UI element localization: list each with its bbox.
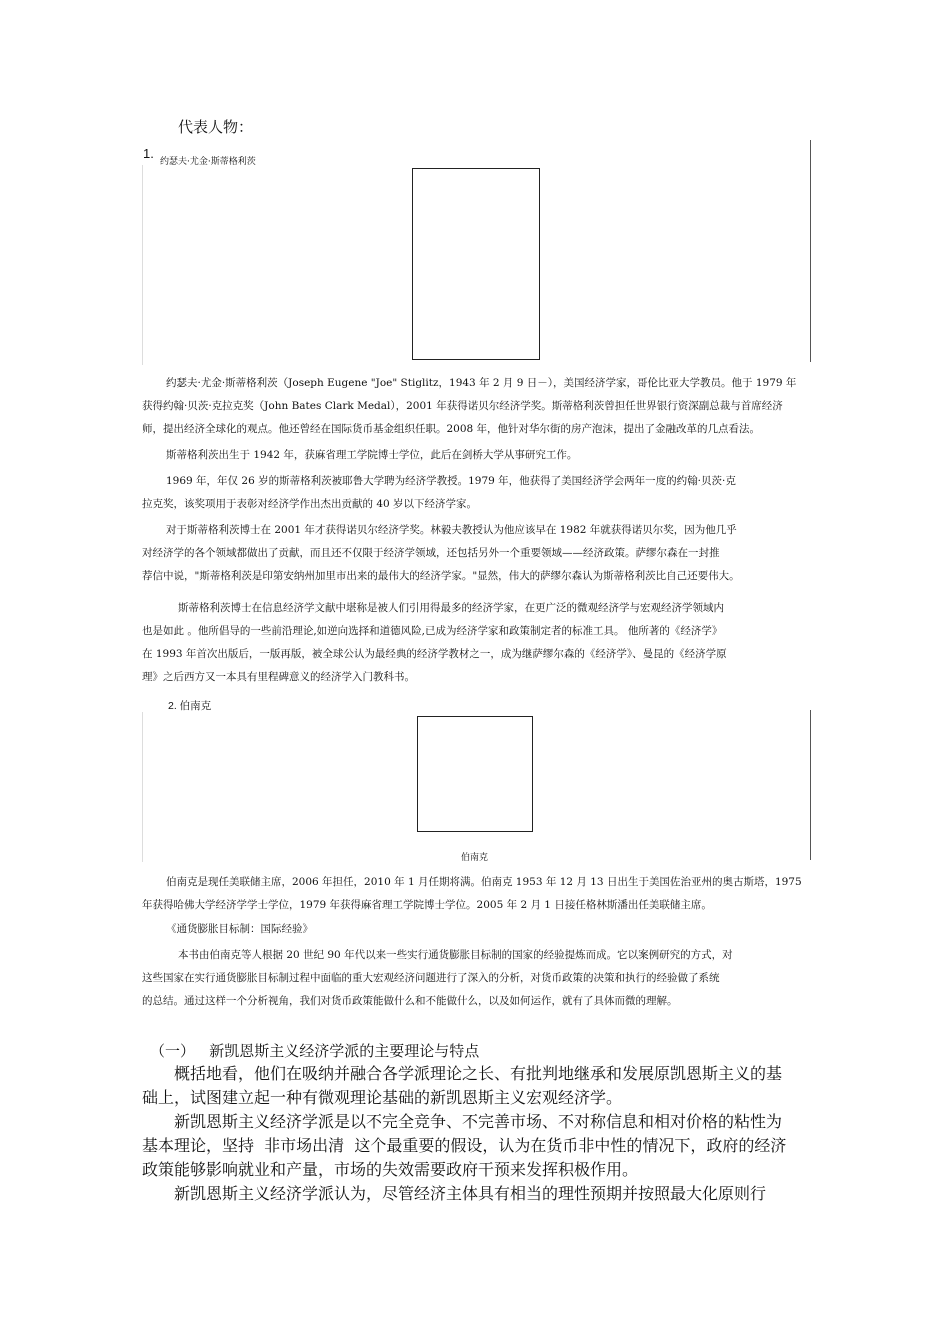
text-line: 础上，试图建立起一种有微观理论基础的新凯恩斯主义宏观经济学。 [142,1088,623,1107]
text-line: 约瑟夫·尤金·斯蒂格利茨（Joseph Eugene "Joe" Stiglitz，1943 年 2 月 9 日－），美国经济学家，哥伦比亚大学教员。他于 1979 年 [166,377,797,389]
text-line: 新凯恩斯主义经济学派认为，尽管经济主体具有相当的理性预期并按照最大化原则行 [174,1184,767,1203]
item-number-1: 1. [143,146,154,161]
stiglitz-paragraph-4 [142,519,810,588]
section-title: （一） 新凯恩斯主义经济学派的主要理论与特点 [150,1042,480,1060]
text-line: 1969 年，年仅 26 岁的斯蒂格利茨被耶鲁大学聘为经济学教授。1979 年，他获得了美国经济学会两年一度的约翰·贝茨·克 [166,475,736,487]
text-line: 新凯恩斯主义经济学派是以不完全竞争、不完善市场、不对称信息和相对价格的粘性为 [174,1112,783,1131]
section-paragraph-3 [142,1182,810,1206]
text-line: 基本理论，坚持 非市场出清 这个最重要的假设，认为在货币非中性的情况下，政府的经济 [142,1136,787,1155]
stiglitz-photo-placeholder [412,168,540,360]
text-line: 师，提出经济全球化的观点。他还曾经在国际货币基金组织任职。2008 年，他针对华尔街的房产泡沫，提出了金融改革的几点看法。 [142,423,761,435]
text-line: 政策能够影响就业和产量，市场的失效需要政府干预来发挥积极作用。 [142,1160,639,1179]
text-line: 概括地看，他们在吸纳并融合各学派理论之长、有批判地继承和发展原凯恩斯主义的基 [174,1064,783,1083]
stiglitz-paragraph-1 [142,372,810,441]
text-line: 年获得哈佛大学经济学学士学位，1979 年获得麻省理工学院博士学位。2005 年 2 月 1 日接任格林斯潘出任美联储主席。 [142,899,712,911]
text-line: 斯蒂格利茨博士在信息经济学文献中堪称是被人们引用得最多的经济学家，在更广泛的微观经济学与宏观经济学领域内 [178,602,724,614]
section-paragraph-1 [142,1062,810,1110]
book-title: 《通货膨胀目标制：国际经验》 [166,923,313,935]
text-line: 理》之后西方又一本具有里程碑意义的经济学入门教科书。 [142,671,415,683]
section-paragraph-2 [142,1110,810,1182]
text-line: 对于斯蒂格利茨博士在 2001 年才获得诺贝尔经济学奖。林毅夫教授认为他应该早在 1982 年就获得诺贝尔奖，因为他几乎 [166,524,737,536]
text-line: 这些国家在实行通货膨胀目标制过程中面临的重大宏观经济问题进行了深入的分析，对货币政策的决策和执行的经验做了系统 [142,972,720,984]
bernanke-paragraph-2 [142,944,810,1013]
text-line: 本书由伯南克等人根据 20 世纪 90 年代以来一些实行通货膨胀目标制的国家的经验提炼而成。它以案例研究的方式，对 [178,949,733,961]
text-line: 荐信中说，"斯蒂格利茨是印第安纳州加里市出来的最伟大的经济学家。"显然，伟大的萨缪尔森认为斯蒂格利茨比自己还要伟大。 [142,570,740,582]
figure-frame-left-edge [142,712,143,862]
stiglitz-paragraph-5 [142,597,810,689]
text-line: 的总结。通过这样一个分析视角，我们对货币政策能做什么和不能做什么，以及如何运作，就有了具体而微的理解。 [142,995,678,1007]
text-line: 也是如此 。他所倡导的一些前沿理论,如逆向选择和道德风险,已成为经济学家和政策制定者的标准工具。 他所著的《经济学》 [142,625,723,637]
bernanke-caption: 伯南克 [461,853,489,863]
stiglitz-caption: 约瑟夫·尤金·斯蒂格利茨 [160,157,256,167]
bernanke-photo-placeholder [417,716,533,832]
representatives-heading: 代表人物： [178,118,254,136]
stiglitz-paragraph-2 [142,444,810,467]
text-line: 对经济学的各个领域都做出了贡献，而且还不仅限于经济学领域，还包括另外一个重要领域——经济政策。萨缪尔森在一封推 [142,547,720,559]
text-line: 获得约翰·贝茨·克拉克奖（John Bates Clark Medal），2001 年获得诺贝尔经济学奖。斯蒂格利茨曾担任世界银行资深副总裁与首席经济 [142,400,783,412]
bernanke-paragraph-1 [142,871,810,917]
bernanke-heading: 2. 伯南克 [168,700,212,712]
text-line: 伯南克是现任美联储主席，2006 年担任，2010 年 1 月任期将满。伯南克 1953 年 12 月 13 日出生于美国佐治亚州的奥古斯塔，1975 [166,876,802,888]
text-line: 拉克奖，该奖项用于表彰对经济学作出杰出贡献的 40 岁以下经济学家。 [142,498,478,510]
stiglitz-paragraph-3 [142,470,810,516]
text-line: 在 1993 年首次出版后，一版再版，被全球公认为最经典的经济学教材之一，成为继萨缪尔森的《经济学》、曼昆的《经济学原 [142,648,727,660]
text-line: 斯蒂格利茨出生于 1942 年，获麻省理工学院博士学位，此后在剑桥大学从事研究工作。 [166,449,578,461]
figure-frame-left-edge [142,165,143,365]
